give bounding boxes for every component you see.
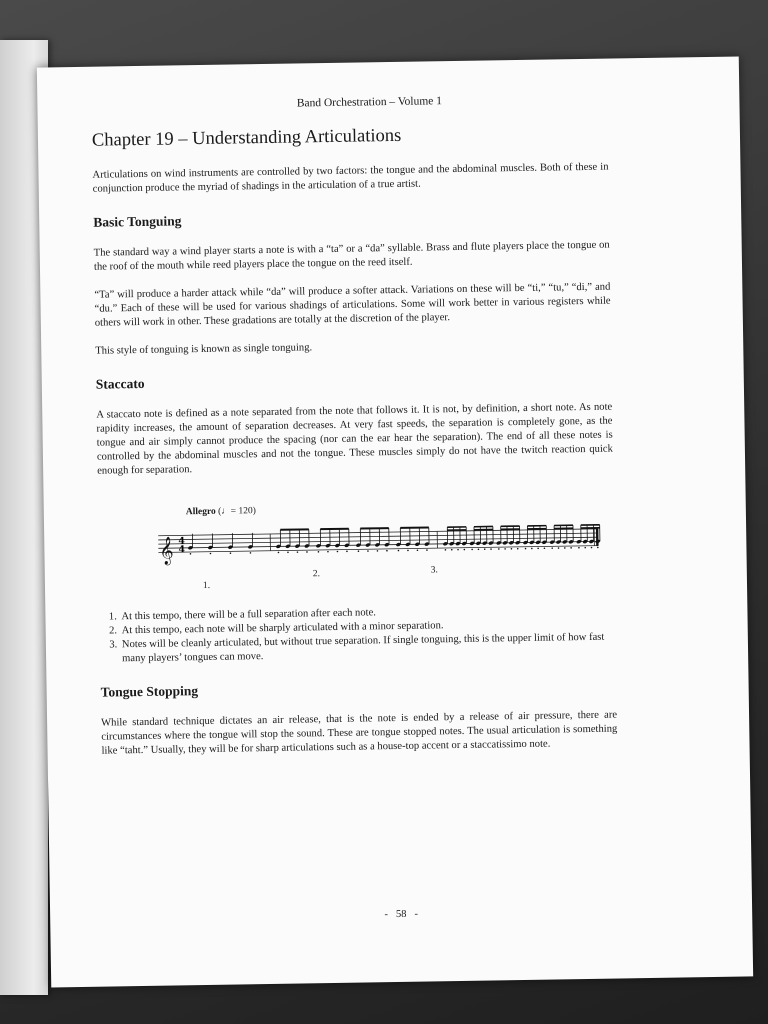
- tempo-metronome: (♩= 120): [218, 506, 256, 517]
- time-signature-bottom: 4: [178, 544, 186, 556]
- staccato-dot: [498, 548, 500, 550]
- staccato-dot: [210, 553, 212, 555]
- staff-line: [158, 529, 598, 536]
- staccato-dot: [407, 550, 409, 552]
- staccato-dot: [451, 549, 453, 551]
- staff-line: [158, 544, 598, 556]
- list-item: 1. At this tempo, there will be a full separation after each note.: [119, 603, 615, 625]
- staccato-dot: [358, 550, 360, 552]
- staccato-list: [99, 603, 616, 667]
- staccato-dot: [490, 548, 492, 550]
- basic-tonguing-paragraph-3: This style of tonguing is known as single tonguing.: [95, 342, 313, 357]
- staccato-paragraph: A staccato note is defined as a note separated from the note that follows it. It is not, by definition, a short note. As note rapidity increases, the amount of separation decreases. At very fast speeds, the separation is completely gone, as the tongue and air simply cannot produce the spacing (nor can the ear hear the separation). The end of all these notes is controlled by the abdominal muscles and not the tongue. These muscles simply do not have the twitch reaction quick enough for separation.: [96, 401, 613, 477]
- staccato-dot: [525, 548, 527, 550]
- staccato-dot: [504, 548, 506, 550]
- staccato-dot: [306, 551, 308, 553]
- staccato-dot: [346, 551, 348, 553]
- staccato-dot: [318, 551, 320, 553]
- staccato-dot: [517, 548, 519, 550]
- tempo-word: Allegro: [185, 506, 216, 518]
- staccato-dot: [230, 552, 232, 554]
- staccato-dot: [297, 551, 299, 553]
- list-item: 3. Notes will be cleanly articulated, but without true separation. If single tonguing, this is the upper limit of how fast many players’ tongues can move.: [120, 631, 616, 667]
- staccato-dot: [417, 549, 419, 551]
- staccato-dot: [558, 547, 560, 549]
- staccato-dot: [544, 547, 546, 549]
- staccato-dot: [564, 547, 566, 549]
- staccato-dot: [337, 551, 339, 553]
- list-item: 2. At this tempo, each note will be sharply articulated with a minor separation.: [120, 617, 616, 639]
- staccato-dot: [578, 547, 580, 549]
- basic-tonguing-paragraph-1: The standard way a wind player starts a note is with a “ta” or a “da” syllable. Brass and flute players place the tongue on the roof of the mouth while reed players place the tongue on the reed itself.: [93, 239, 610, 273]
- staccato-dot: [250, 552, 252, 554]
- staccato-dot: [478, 548, 480, 550]
- page-number-dash-right: -: [414, 908, 418, 920]
- staccato-dot: [484, 548, 486, 550]
- page-number: [50, 903, 752, 925]
- staccato-heading: Staccato: [95, 375, 145, 392]
- staccato-dot: [426, 549, 428, 551]
- staccato-dot: [457, 549, 459, 551]
- staccato-dot: [584, 547, 586, 549]
- example-label-1: 1.: [202, 580, 211, 592]
- staccato-dot: [531, 548, 533, 550]
- music-staff: [98, 501, 615, 601]
- staccato-dot: [398, 550, 400, 552]
- staccato-dot: [287, 551, 289, 553]
- running-head: Band Orchestration – Volume 1: [296, 95, 443, 110]
- staccato-dot: [551, 547, 553, 549]
- staccato-dot: [464, 549, 466, 551]
- time-signature-top: 4: [178, 535, 185, 548]
- staccato-dot: [190, 553, 192, 555]
- treble-clef-icon: 𝄞: [159, 536, 174, 565]
- staccato-dot: [278, 552, 280, 554]
- staff-line: [158, 533, 598, 540]
- music-example: [98, 501, 615, 601]
- staccato-dot: [386, 550, 388, 552]
- basic-tonguing-paragraph-2: “Ta” will produce a harder attack while “da” will produce a softer attack. Variations on these will be “ti,” “tu,” “di,” and “du.” Each of these will be used for various shadings of articulations. Some will work better in various registers while others will work in other. These gradations are totally at the discretion of the player.: [94, 281, 611, 329]
- book-page: [37, 57, 753, 988]
- tongue-stopping-heading: Tongue Stopping: [100, 683, 199, 700]
- intro-paragraph: Articulations on wind instruments are controlled by two factors: the tongue and the abdominal muscles. Both of these in conjunction produce the myriad of shadings in the articulation of a true artist.: [92, 161, 609, 195]
- example-label-3: 3.: [430, 565, 438, 576]
- staccato-dot: [377, 550, 379, 552]
- staccato-dot: [537, 548, 539, 550]
- staccato-dot: [471, 549, 473, 551]
- page-content: [91, 93, 617, 773]
- basic-tonguing-heading: Basic Tonguing: [93, 213, 182, 230]
- staccato-dot: [327, 551, 329, 553]
- staccato-dot: [367, 550, 369, 552]
- page-number-value: 58: [395, 908, 407, 921]
- staccato-dot: [445, 549, 447, 551]
- staccato-dot: [570, 547, 572, 549]
- page-number-dash-left: -: [384, 909, 389, 921]
- staccato-dot: [511, 548, 513, 550]
- staccato-dot: [591, 547, 593, 549]
- chapter-title: Chapter 19 – Understanding Articulations: [91, 125, 402, 151]
- example-label-2: 2.: [312, 569, 321, 580]
- tongue-stopping-paragraph: While standard technique dictates an air release, that is the note is ended by a release of air pressure, there are circumstances where the tongue will stop the sound. These are tongue stopped notes. The usual articulation is something like “taht.” Usually, they will be for sharp articulations such as a house-top accent or a staccatissimo note.: [101, 709, 618, 757]
- staccato-dot: [597, 547, 599, 549]
